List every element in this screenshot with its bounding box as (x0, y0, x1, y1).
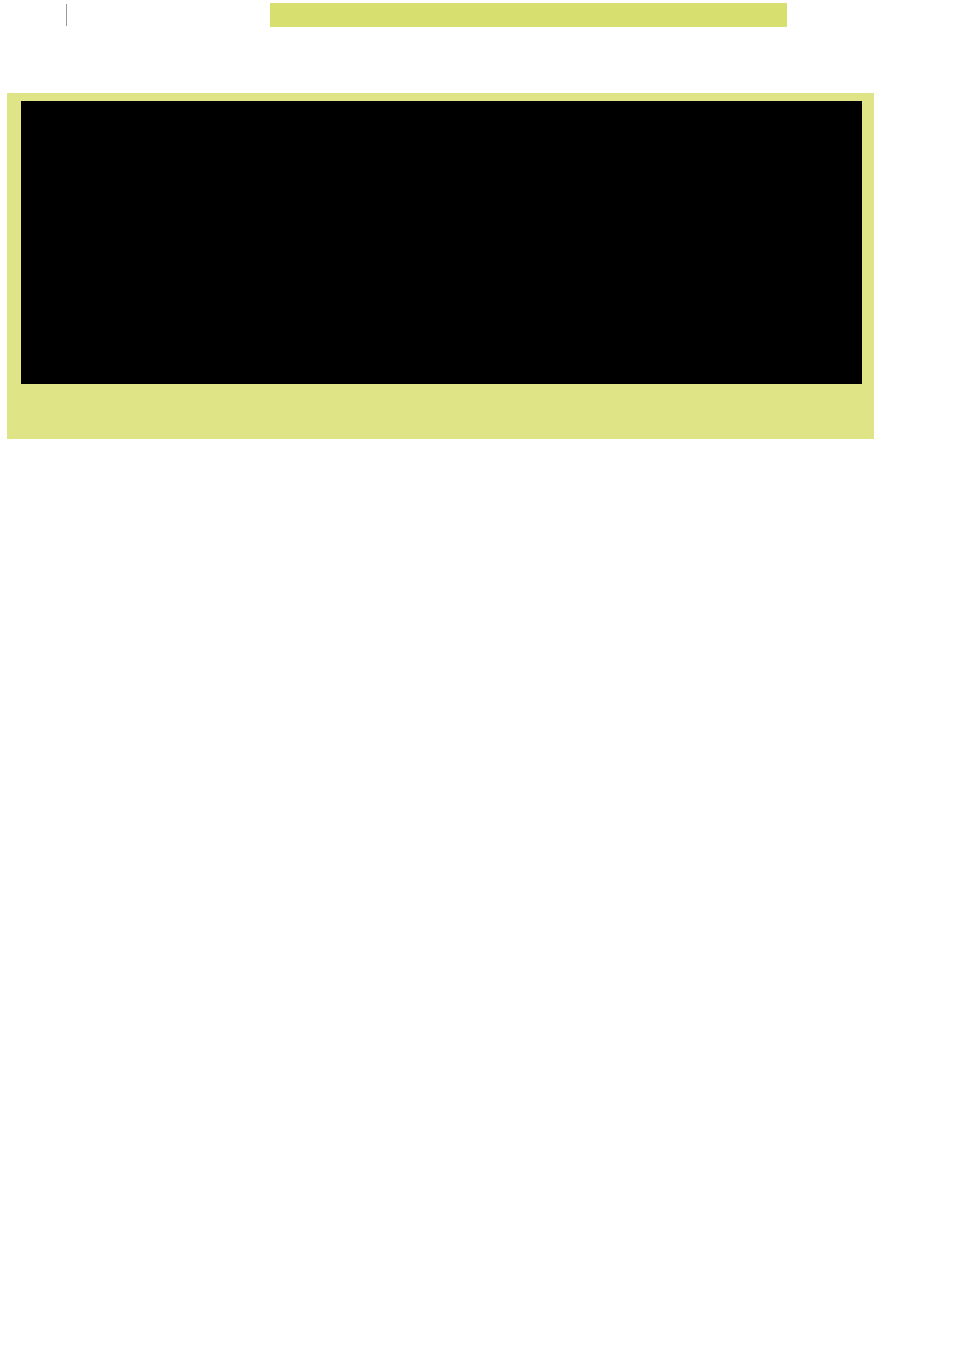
color-swatch-2 (862, 3, 884, 27)
chart-panel (21, 101, 862, 384)
right-column (451, 472, 874, 492)
color-swatch-4 (937, 3, 959, 27)
color-swatch-3 (887, 3, 909, 27)
page-header (0, 0, 960, 30)
header-divider (66, 4, 67, 26)
figure-1 (7, 93, 874, 439)
charts-svg (21, 101, 862, 384)
color-swatch-1 (838, 3, 860, 27)
section-tab (270, 3, 787, 27)
